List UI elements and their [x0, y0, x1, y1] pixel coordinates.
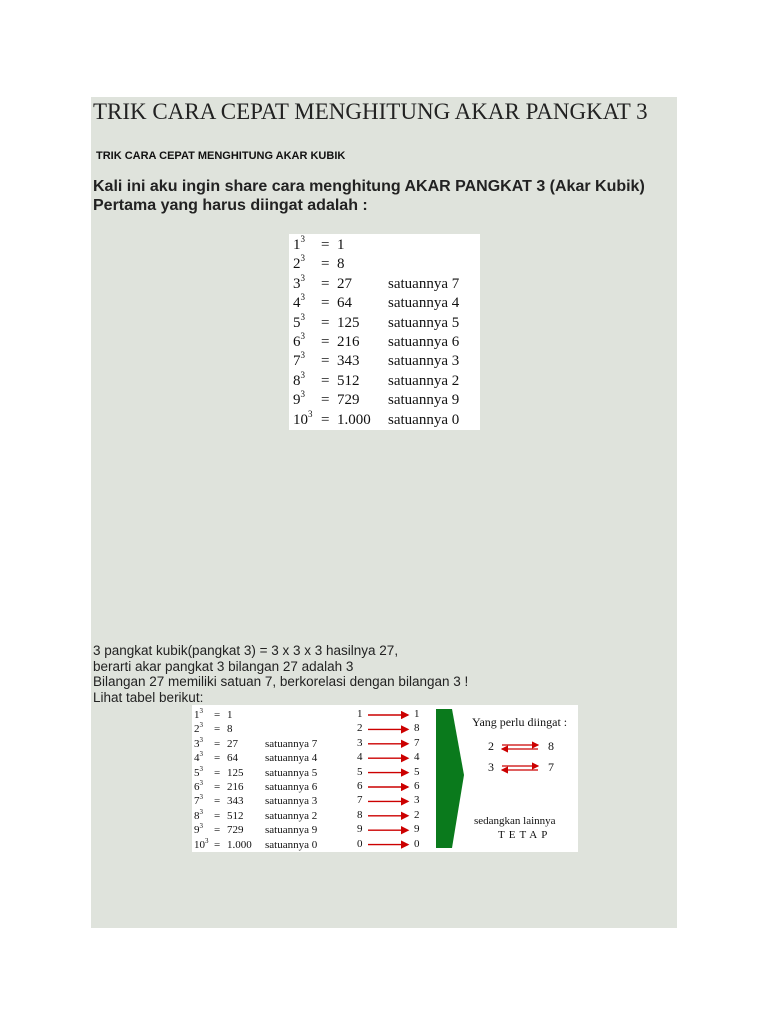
- intro-line-2: Pertama yang harus diingat adalah :: [93, 197, 368, 214]
- cube-equals: =: [321, 237, 330, 253]
- cube-equals: =: [214, 766, 221, 779]
- cube-base: $2^3$: [293, 253, 305, 273]
- pair1-right: 8: [548, 739, 554, 753]
- mapping-cube-row: [192, 794, 442, 808]
- mapping-cube-row: [192, 751, 442, 765]
- document-page: [91, 97, 677, 928]
- cube-satuan: satuannya 6: [265, 781, 318, 793]
- cube-exponent: 3: [300, 292, 305, 303]
- cube-equals: =: [214, 809, 221, 822]
- cube-row: [289, 408, 480, 430]
- cube-result: 1: [337, 237, 345, 253]
- mapping-to: 5: [414, 765, 420, 778]
- cube-satuan: satuannya 7: [388, 275, 460, 292]
- intro-text: [93, 177, 673, 215]
- mapping-cube-row: [192, 737, 442, 751]
- cube-exponent: 3: [199, 750, 203, 759]
- mapping-to: 6: [414, 780, 420, 792]
- cube-exponent: 3: [308, 408, 313, 419]
- pair2-right: 7: [548, 760, 554, 774]
- cube-equals: =: [321, 314, 330, 331]
- cube-base: $10^3$: [194, 836, 209, 851]
- cube-base: $4^3$: [194, 750, 203, 765]
- mapping-cube-row: [192, 722, 442, 736]
- cube-base: $9^3$: [293, 389, 305, 409]
- cube-satuan: satuannya 9: [265, 824, 318, 837]
- cube-base: $9^3$: [194, 822, 203, 837]
- cube-result: 343: [227, 795, 244, 808]
- mapping-cube-row: [192, 809, 442, 823]
- cube-satuan: satuannya 3: [388, 353, 460, 370]
- cube-result: 1.000: [227, 838, 252, 851]
- mapping-from: 4: [357, 751, 363, 764]
- mapping-from: 0: [357, 837, 363, 850]
- cube-result: 64: [337, 295, 352, 312]
- cube-satuan: satuannya 2: [265, 809, 318, 822]
- cube-exponent: 3: [199, 807, 203, 816]
- page-title: TRIK CARA CEPAT MENGHITUNG AKAR PANGKAT 3: [93, 99, 648, 124]
- cube-row: [289, 352, 480, 371]
- cube-equals: =: [321, 256, 330, 273]
- cube-result: 27: [337, 275, 352, 292]
- cube-result: 343: [337, 353, 360, 370]
- cube-exponent: 3: [300, 350, 305, 361]
- cube-equals: =: [214, 838, 221, 851]
- cubes-table: [289, 234, 480, 430]
- cube-exponent: 3: [300, 369, 305, 380]
- cube-result: 125: [227, 766, 244, 779]
- cube-satuan: satuannya 4: [388, 295, 460, 312]
- cube-equals: =: [214, 824, 221, 837]
- cube-equals: =: [214, 737, 221, 750]
- cube-exponent: 3: [199, 707, 203, 715]
- mapping-table: [192, 705, 578, 852]
- mapping-from: 6: [357, 780, 363, 792]
- cube-row: [289, 369, 480, 391]
- mapping-to: 2: [414, 808, 420, 821]
- cube-result: 216: [227, 781, 244, 793]
- cube-base: $3^3$: [194, 735, 203, 750]
- mapping-to: 1: [414, 708, 420, 720]
- cube-base: $2^3$: [194, 721, 203, 736]
- cube-equals: =: [321, 411, 330, 428]
- cube-row: [289, 236, 480, 255]
- mapping-from: 3: [357, 736, 363, 749]
- cube-result: 27: [227, 737, 238, 750]
- cube-base: $1^3$: [194, 707, 203, 721]
- cube-base: $3^3$: [293, 272, 305, 292]
- cube-exponent: 3: [300, 253, 305, 264]
- cube-base: $7^3$: [194, 793, 203, 808]
- cube-row: [289, 272, 480, 294]
- cube-exponent: 3: [199, 764, 203, 773]
- cube-base: $5^3$: [194, 764, 203, 779]
- cube-result: 512: [337, 372, 360, 389]
- cube-result: 64: [227, 752, 238, 765]
- cube-exponent: 3: [300, 389, 305, 400]
- cube-base: $4^3$: [293, 292, 305, 312]
- pair1-left: 2: [488, 739, 494, 753]
- cube-satuan: satuannya 6: [388, 334, 460, 350]
- cube-satuan: satuannya 3: [265, 795, 318, 808]
- cube-equals: =: [321, 334, 330, 350]
- cube-equals: =: [321, 372, 330, 389]
- cube-base: $6^3$: [293, 331, 305, 350]
- mapping-cube-row: [192, 823, 442, 837]
- cube-exponent: 3: [300, 234, 305, 244]
- cube-row: [289, 255, 480, 274]
- cube-exponent: 3: [199, 779, 203, 787]
- mapping-cube-row: [192, 708, 442, 722]
- cube-exponent: 3: [199, 822, 203, 831]
- cube-equals: =: [214, 781, 221, 793]
- cube-satuan: satuannya 5: [265, 766, 318, 779]
- cube-satuan: satuannya 7: [265, 737, 318, 750]
- cube-exponent: 3: [300, 272, 305, 283]
- notes-tetap: TETAP: [498, 829, 552, 841]
- mapping-to: 7: [414, 736, 420, 749]
- cube-row: [289, 294, 480, 313]
- mapping-from: 5: [357, 765, 363, 778]
- cube-result: 512: [227, 809, 244, 822]
- explanation-line-1: 3 pangkat kubik(pangkat 3) = 3 x 3 x 3 hasilnya 27,: [93, 643, 399, 658]
- cube-exponent: 3: [199, 793, 203, 802]
- mapping-to: 4: [414, 751, 420, 764]
- cube-equals: =: [214, 709, 221, 721]
- mapping-from: 9: [357, 823, 363, 836]
- cube-result: 8: [227, 723, 233, 736]
- cube-equals: =: [321, 392, 330, 409]
- cube-equals: =: [214, 723, 221, 736]
- cube-result: 729: [337, 392, 360, 409]
- cube-equals: =: [214, 795, 221, 808]
- mapping-from: 8: [357, 808, 363, 821]
- cube-exponent: 3: [199, 735, 203, 744]
- cube-result: 1.000: [337, 411, 371, 428]
- mapping-from: 1: [357, 708, 363, 720]
- mapping-from: 7: [357, 794, 363, 807]
- explanation-line-4: Lihat tabel berikut:: [93, 689, 204, 705]
- mapping-to: 3: [414, 794, 420, 807]
- mapping-to: 9: [414, 823, 420, 836]
- cube-base: $8^3$: [293, 369, 305, 389]
- mapping-from: 2: [357, 722, 363, 735]
- cube-base: $6^3$: [194, 779, 203, 793]
- cube-exponent: 3: [300, 331, 305, 341]
- page-subtitle: TRIK CARA CEPAT MENGHITUNG AKAR KUBIK: [96, 150, 346, 162]
- cube-row: [289, 333, 480, 352]
- cube-exponent: 3: [300, 311, 305, 322]
- notes-header: Yang perlu diingat :: [472, 715, 568, 729]
- cube-equals: =: [321, 275, 330, 292]
- pair2-left: 3: [488, 760, 494, 774]
- cube-satuan: satuannya 2: [388, 372, 460, 389]
- intro-line-1: Kali ini aku ingin share cara menghitung AKAR PANGKAT 3 (Akar Kubik): [93, 178, 645, 195]
- cube-base: $7^3$: [293, 350, 305, 370]
- explanation-line-2: berarti akar pangkat 3 bilangan 27 adalah 3: [93, 658, 354, 674]
- cube-result: 216: [337, 334, 360, 350]
- cube-satuan: satuannya 0: [265, 838, 318, 851]
- mapping-cube-row: [192, 766, 442, 780]
- cube-equals: =: [214, 752, 221, 765]
- cube-satuan: satuannya 0: [388, 411, 460, 428]
- cube-satuan: satuannya 5: [388, 314, 460, 331]
- cube-row: [289, 391, 480, 410]
- mapping-to: 8: [414, 722, 420, 735]
- cube-exponent: 3: [205, 836, 209, 845]
- explanation-paragraph: [93, 643, 673, 705]
- cube-exponent: 3: [199, 721, 203, 730]
- mapping-cube-row: [192, 838, 442, 852]
- cube-base: $10^3$: [293, 408, 313, 428]
- cube-row: [289, 311, 480, 333]
- cube-base: $8^3$: [194, 807, 203, 822]
- cube-equals: =: [321, 295, 330, 312]
- cube-base: $1^3$: [293, 234, 305, 253]
- cube-result: 8: [337, 256, 345, 273]
- cube-satuan: satuannya 9: [388, 392, 460, 409]
- mapping-cube-row: [192, 780, 442, 794]
- cube-satuan: satuannya 4: [265, 752, 318, 765]
- cube-result: 729: [227, 824, 244, 837]
- cube-base: $5^3$: [293, 311, 305, 331]
- cube-result: 125: [337, 314, 360, 331]
- explanation-line-3: Bilangan 27 memiliki satuan 7, berkorelasi dengan bilangan 3 !: [93, 674, 469, 689]
- notes-rest: sedangkan lainnya: [474, 815, 556, 827]
- mapping-to: 0: [414, 837, 420, 850]
- cube-result: 1: [227, 709, 233, 721]
- cube-equals: =: [321, 353, 330, 370]
